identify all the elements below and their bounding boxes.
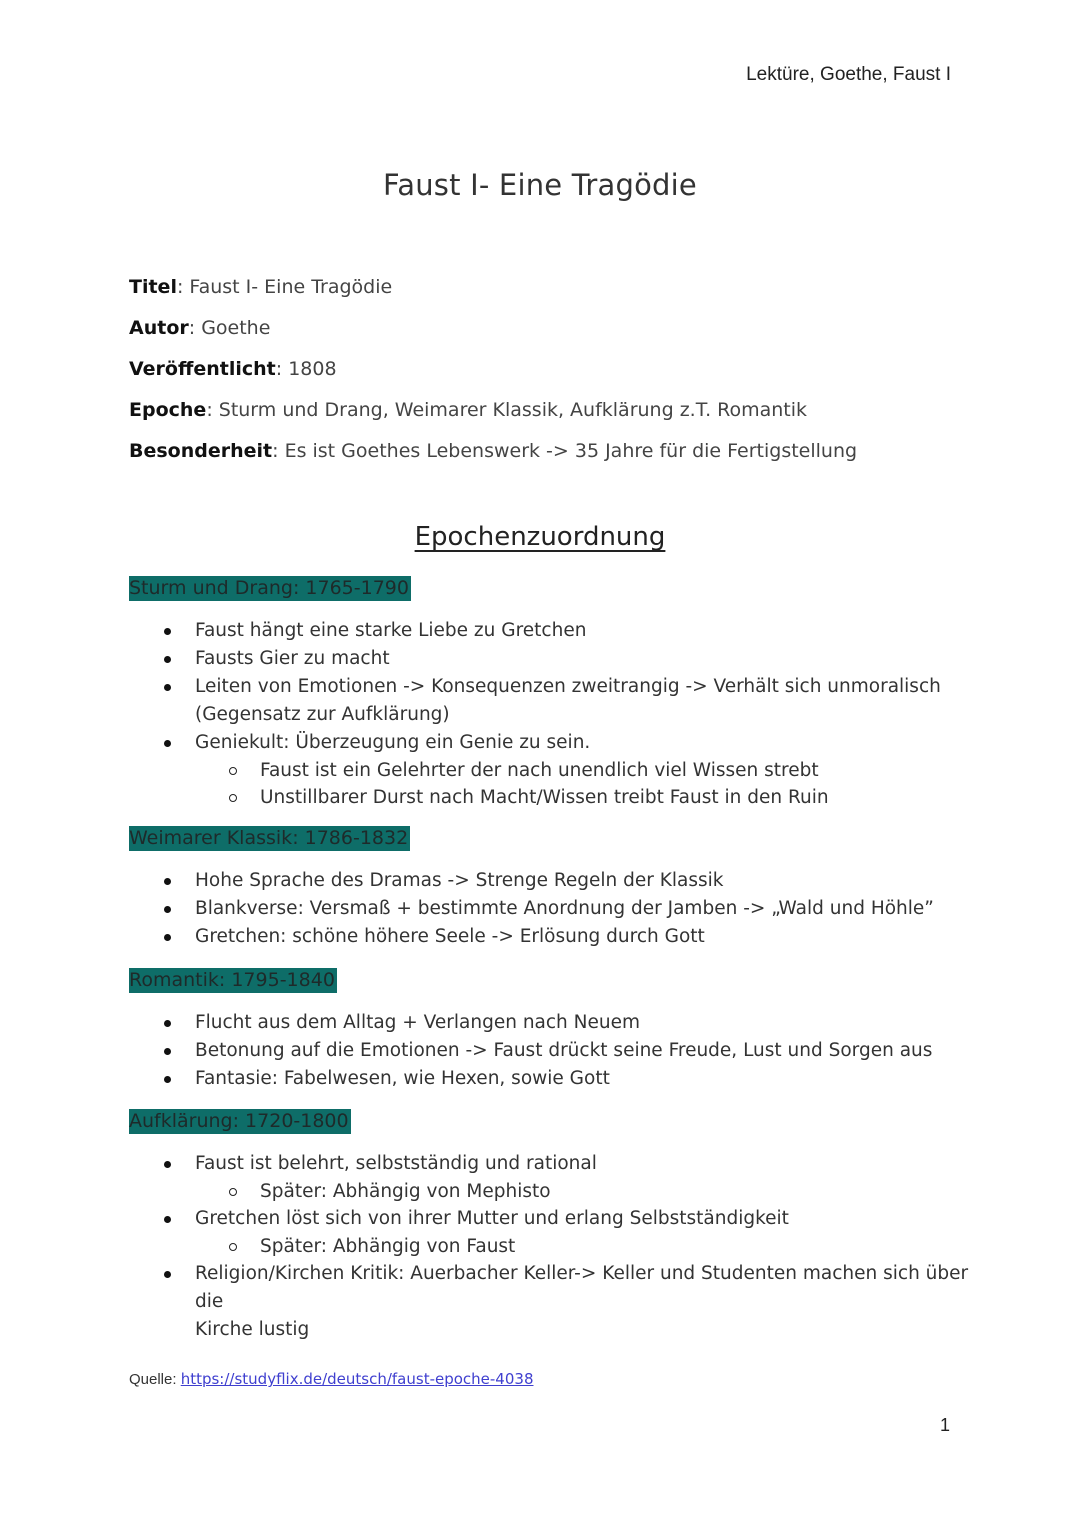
source-link[interactable]: https://studyflix.de/deutsch/faust-epoche-4038 xyxy=(180,1370,534,1388)
meta-row-epoche xyxy=(129,397,969,438)
list-item-text: Faust hängt eine starke Liebe zu Gretchen xyxy=(195,620,587,641)
list-item-text: Gretchen löst sich von ihrer Mutter und erlang Selbstständigkeit xyxy=(195,1208,789,1229)
meta-value: : Goethe xyxy=(188,317,271,339)
source-label: Quelle: xyxy=(129,1371,181,1388)
bullet-list xyxy=(129,1009,989,1093)
meta-row-autor xyxy=(129,315,969,356)
list-item: Betonung auf die Emotionen -> Faust drückt seine Freude, Lust und Sorgen aus xyxy=(129,1037,989,1065)
epoch-highlight-label: Romantik: 1795-1840 xyxy=(129,969,335,991)
sub-bullet-list xyxy=(195,1178,989,1205)
bullet-list xyxy=(129,867,989,951)
running-header: Lektüre, Goethe, Faust I xyxy=(746,64,951,85)
epoch-highlight-label: Sturm und Drang: 1765-1790 xyxy=(129,577,409,599)
meta-value: : 1808 xyxy=(275,358,337,380)
metadata-list xyxy=(129,274,969,479)
bullet-list xyxy=(129,1150,989,1344)
meta-key: Veröffentlicht xyxy=(129,358,276,380)
meta-row-veroeffentlicht xyxy=(129,356,969,397)
sub-list-item: Später: Abhängig von Mephisto xyxy=(195,1178,989,1205)
list-item xyxy=(129,673,989,729)
meta-row-titel xyxy=(129,274,969,315)
sub-list-item: Unstillbarer Durst nach Macht/Wissen treibt Faust in den Ruin xyxy=(195,784,989,811)
list-item: Flucht aus dem Alltag + Verlangen nach Neuem xyxy=(129,1009,989,1037)
list-item-text: Fausts Gier zu macht xyxy=(195,648,390,669)
meta-value: : Sturm und Drang, Weimarer Klassik, Aufklärung z.T. Romantik xyxy=(206,399,808,421)
list-item xyxy=(129,1260,989,1344)
list-item-text: Leiten von Emotionen -> Konsequenzen zweitrangig -> Verhält sich unmoralisch xyxy=(195,676,941,697)
list-item xyxy=(129,1205,989,1260)
source-citation xyxy=(129,1370,533,1388)
meta-row-besonderheit xyxy=(129,438,969,479)
meta-key: Titel xyxy=(129,276,177,298)
document-title: Faust I- Eine Tragödie xyxy=(383,168,697,202)
meta-value: : Faust I- Eine Tragödie xyxy=(176,276,393,298)
epoch-block-weimarer-klassik xyxy=(129,826,989,951)
section-title: Epochenzuordnung xyxy=(414,522,666,552)
epoch-block-aufklaerung xyxy=(129,1109,989,1344)
list-item xyxy=(129,617,989,645)
sub-bullet-list xyxy=(195,757,989,811)
meta-key: Epoche xyxy=(129,399,207,421)
page-number: 1 xyxy=(939,1415,950,1435)
list-item-text: Geniekult: Überzeugung ein Genie zu sein. xyxy=(195,732,591,753)
meta-key: Besonderheit xyxy=(129,440,273,462)
list-item-text: Faust ist belehrt, selbstständig und rational xyxy=(195,1153,597,1174)
list-item: Blankverse: Versmaß + bestimmte Anordnung der Jamben -> „Wald und Höhle” xyxy=(129,895,989,923)
bullet-list xyxy=(129,617,989,811)
sub-bullet-list xyxy=(195,1233,989,1260)
list-item-text-continued: Kirche lustig xyxy=(195,1319,310,1340)
list-item-text: Religion/Kirchen Kritik: Auerbacher Keller-> Keller und Studenten machen sich über die xyxy=(195,1263,969,1312)
list-item: Hohe Sprache des Dramas -> Strenge Regeln der Klassik xyxy=(129,867,989,895)
list-item xyxy=(129,729,989,811)
epoch-block-sturm-und-drang xyxy=(129,576,989,811)
meta-key: Autor xyxy=(129,317,189,339)
epoch-block-romantik xyxy=(129,968,989,1093)
list-item-text-continued: (Gegensatz zur Aufklärung) xyxy=(195,704,450,725)
sub-list-item: Faust ist ein Gelehrter der nach unendlich viel Wissen strebt xyxy=(195,757,989,784)
list-item xyxy=(129,1150,989,1205)
epoch-highlight-label: Weimarer Klassik: 1786-1832 xyxy=(129,827,409,849)
epoch-highlight-label: Aufklärung: 1720-1800 xyxy=(129,1110,349,1132)
meta-value: : Es ist Goethes Lebenswerk -> 35 Jahre für die Fertigstellung xyxy=(272,440,858,462)
list-item: Gretchen: schöne höhere Seele -> Erlösung durch Gott xyxy=(129,923,989,951)
list-item xyxy=(129,645,989,673)
sub-list-item: Später: Abhängig von Faust xyxy=(195,1233,989,1260)
list-item: Fantasie: Fabelwesen, wie Hexen, sowie Gott xyxy=(129,1065,989,1093)
